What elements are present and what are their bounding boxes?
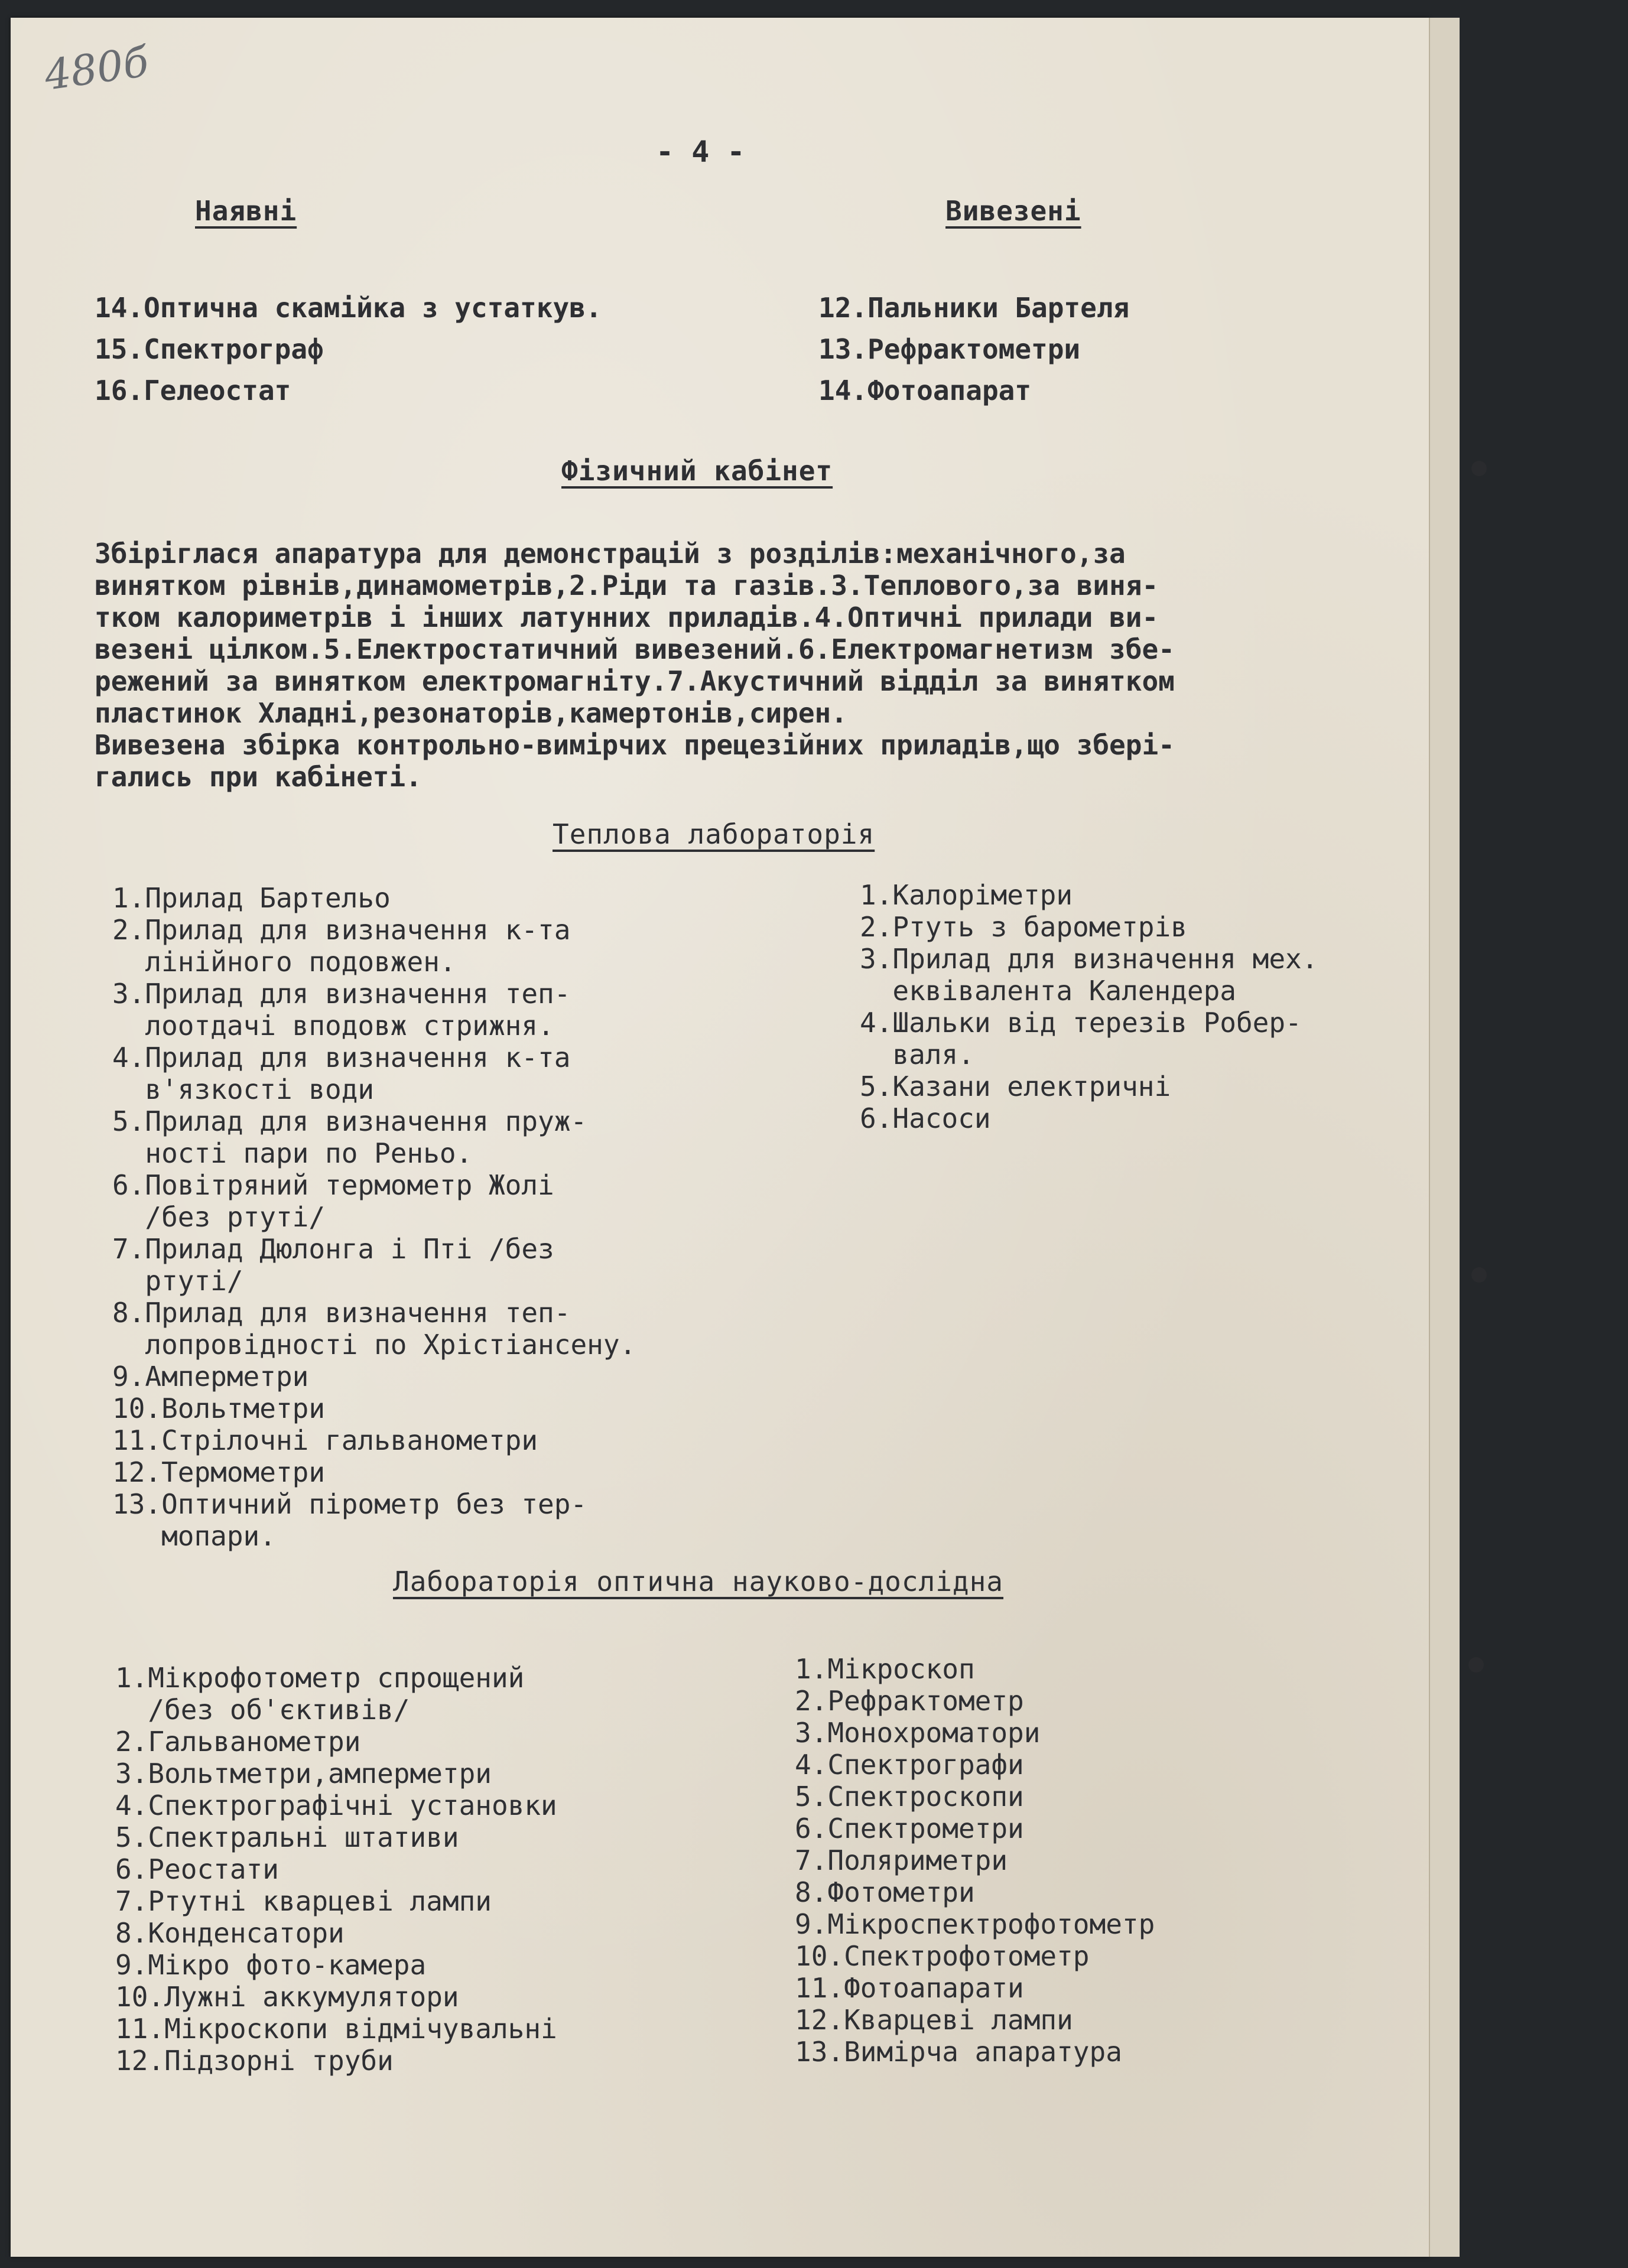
list-item: 13.Рефрактометри	[818, 333, 1081, 365]
optical-present-list	[115, 1663, 557, 2078]
list-item: лопровідності по Хрістіансену.	[112, 1329, 636, 1361]
list-item: 2.Ртуть з барометрів	[860, 911, 1187, 943]
list-item: лоотдачі вподовж стрижня.	[112, 1010, 554, 1042]
list-item: 12.Пальники Бартеля	[818, 292, 1130, 324]
list-item: 7.Поляриметри	[795, 1844, 1008, 1876]
list-item: 6.Насоси	[860, 1102, 991, 1134]
list-item: 2.Прилад для визначення к-та	[112, 914, 571, 946]
list-item: ності пари по Реньо.	[112, 1137, 473, 1169]
list-item: 4.Шальки від терезів Робер-	[860, 1007, 1302, 1039]
section-title-thermal: Теплова лабораторія	[553, 818, 875, 850]
section-title-optical: Лабораторія оптична науково-дослідна	[393, 1566, 1003, 1597]
list-item: /без ртуті/	[112, 1201, 326, 1233]
list-item: 3.Монохроматори	[795, 1717, 1041, 1749]
list-item: мопари.	[112, 1520, 276, 1552]
thermal-present-list	[112, 883, 636, 1553]
list-item: 10.Спектрофотометр	[795, 1940, 1090, 1972]
physics-paragraph	[95, 538, 1424, 793]
section-title-physics: Фізичний кабінет	[561, 455, 833, 487]
list-item: 12.Кварцеві лампи	[795, 2004, 1073, 2036]
list-item: 5.Спектральні штативи	[115, 1821, 459, 1853]
paragraph-line: пластинок Хладні,резонаторів,камертонів,сирен.	[95, 697, 847, 729]
list-item: 5.Спектроскопи	[795, 1781, 1024, 1813]
list-item: еквівалента Календера	[860, 975, 1236, 1007]
list-item: 1.Прилад Бартельо	[112, 882, 391, 914]
paragraph-line: Вивезена збірка контрольно-вимірчих прецезійних приладів,що зберi-	[95, 729, 1175, 761]
list-item: 2.Гальванометри	[115, 1726, 361, 1758]
list-item: 13.Вимірча апаратура	[795, 2036, 1122, 2068]
list-item: 14.Фотоапарат	[818, 375, 1032, 406]
list-item: 3.Прилад для визначення мех.	[860, 943, 1318, 975]
list-item: 12.Підзорні труби	[115, 2045, 394, 2077]
list-item: лінійного подовжен.	[112, 946, 456, 978]
list-item: 1.Калоріметри	[860, 879, 1073, 911]
paragraph-line: режений за винятком електромагніту.7.Акустичний відділ за винятком	[95, 665, 1175, 697]
list-item: 4.Спектрографи	[795, 1749, 1024, 1781]
list-item: 9.Мікро фото-камера	[115, 1949, 427, 1981]
list-item: 3.Прилад для визначення теп-	[112, 978, 571, 1010]
handwritten-archive-number: 480б	[41, 37, 152, 100]
top-present-list	[95, 288, 602, 412]
list-item: 11.Мікроскопи відмічувальні	[115, 2013, 557, 2045]
page-number: - 4 -	[656, 135, 745, 169]
list-item: 1.Мікрофотометр спрощений	[115, 1662, 525, 1694]
list-item: 5.Казани електричні	[860, 1070, 1171, 1102]
list-item: 14.Оптична скамійка з устаткув.	[95, 292, 602, 324]
punch-hole-mark	[1468, 1657, 1484, 1672]
list-item: 4.Прилад для визначення к-та	[112, 1042, 571, 1073]
list-item: 3.Вольтметри,амперметри	[115, 1758, 492, 1789]
list-item: 8.Прилад для визначення теп-	[112, 1297, 571, 1329]
list-item: 13.Оптичний пірометр без тер-	[112, 1488, 587, 1520]
paragraph-line: Збіріглася апаратура для демонстрацій з розділів:механічного,за	[95, 538, 1126, 570]
header-removed: Вивезені	[945, 195, 1081, 227]
list-item: 8.Конденсатори	[115, 1917, 345, 1949]
punch-hole-mark	[1471, 1267, 1487, 1283]
list-item: 6.Повітряний термометр Жолі	[112, 1169, 554, 1201]
paragraph-line: везені цілком.5.Електростатичний вивезений.6.Електромагнетизм збе-	[95, 633, 1175, 665]
list-item: 15.Спектрограф	[95, 333, 324, 365]
list-item: валя.	[860, 1039, 974, 1070]
list-item: 9.Мікроспектрофотометр	[795, 1908, 1155, 1940]
list-item: 11.Стрілочні гальванометри	[112, 1424, 538, 1456]
list-item: 12.Термометри	[112, 1456, 326, 1488]
punch-hole-mark	[1471, 461, 1487, 476]
list-item: 7.Ртутні кварцеві лампи	[115, 1885, 492, 1917]
list-item: 2.Рефрактометр	[795, 1685, 1024, 1717]
list-item: 4.Спектрографічні установки	[115, 1789, 557, 1821]
list-item: 8.Фотометри	[795, 1876, 975, 1908]
list-item: 11.Фотоапарати	[795, 1972, 1024, 2004]
list-item: ртуті/	[112, 1265, 243, 1297]
optical-removed-list	[795, 1654, 1155, 2069]
list-item: 10.Вольтметри	[112, 1392, 326, 1424]
list-item: 16.Гелеостат	[95, 375, 291, 406]
top-removed-list	[818, 288, 1129, 412]
list-item: 5.Прилад для визначення пруж-	[112, 1105, 587, 1137]
list-item: 1.Мікроскоп	[795, 1653, 975, 1685]
paragraph-line: тком калориметрів і інших латунних приладів.4.Оптичні прилади ви-	[95, 601, 1159, 633]
list-item: 6.Реостати	[115, 1853, 279, 1885]
list-item: 9.Амперметри	[112, 1361, 309, 1392]
list-item: /без об'єктивів/	[115, 1694, 410, 1726]
thermal-removed-list	[860, 880, 1318, 1135]
header-present: Наявні	[195, 195, 297, 227]
paragraph-line: винятком рівнів,динамометрів,2.Ріди та газів.3.Теплового,за виня-	[95, 570, 1159, 601]
list-item: 7.Прилад Дюлонга і Пті /без	[112, 1233, 554, 1265]
list-item: 10.Лужні аккумулятори	[115, 1981, 459, 2013]
mount-backing	[1429, 18, 1460, 2257]
list-item: 6.Спектрометри	[795, 1813, 1024, 1844]
paragraph-line: гались при кабінеті.	[95, 761, 422, 793]
list-item: в'язкості води	[112, 1073, 375, 1105]
